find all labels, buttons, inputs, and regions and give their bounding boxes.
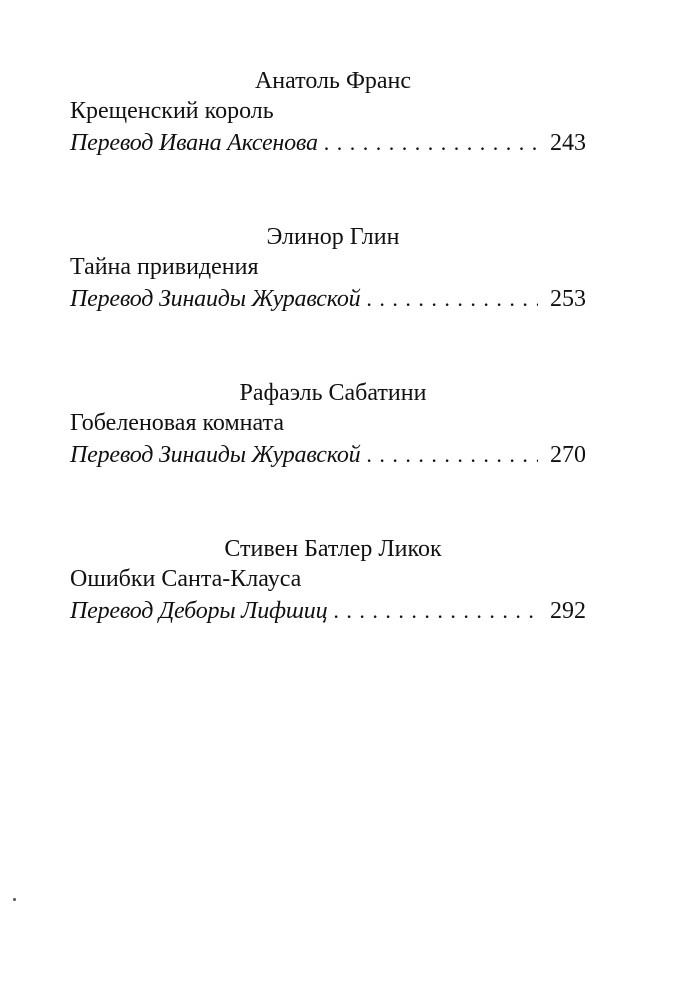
table-of-contents <box>70 66 586 690</box>
toc-entry <box>70 534 586 628</box>
translator-credit: Перевод Ивана Аксенова <box>70 130 318 156</box>
dot-leader <box>324 126 538 160</box>
toc-entry <box>70 66 586 160</box>
dot-leader <box>366 438 538 472</box>
toc-entry <box>70 378 586 472</box>
page-number: 270 <box>550 442 586 468</box>
work-title: Гобеленовая комната <box>70 410 284 436</box>
page-number: 253 <box>550 286 586 312</box>
author-name: Рафаэль Сабатини <box>239 380 427 406</box>
page-number: 243 <box>550 130 586 156</box>
translator-credit: Перевод Деборы Лифшиц <box>70 598 328 624</box>
work-title: Ошибки Санта-Клауса <box>70 566 302 592</box>
page-number: 292 <box>550 598 586 624</box>
translator-line <box>70 126 586 160</box>
translator-line <box>70 282 586 316</box>
author-name: Анатоль Франс <box>254 68 412 94</box>
toc-entry <box>70 222 586 316</box>
work-title: Тайна привидения <box>70 254 259 280</box>
author-name: Стивен Батлер Ликок <box>224 536 442 562</box>
translator-line <box>70 438 586 472</box>
author-name: Элинор Глин <box>266 224 400 250</box>
work-title: Крещенский король <box>70 98 274 124</box>
translator-credit: Перевод Зинаиды Журавской <box>70 286 361 312</box>
dot-leader <box>333 594 538 628</box>
translator-line <box>70 594 586 628</box>
translator-credit: Перевод Зинаиды Журавской <box>70 442 361 468</box>
scan-speck <box>13 898 16 901</box>
dot-leader <box>366 282 538 316</box>
